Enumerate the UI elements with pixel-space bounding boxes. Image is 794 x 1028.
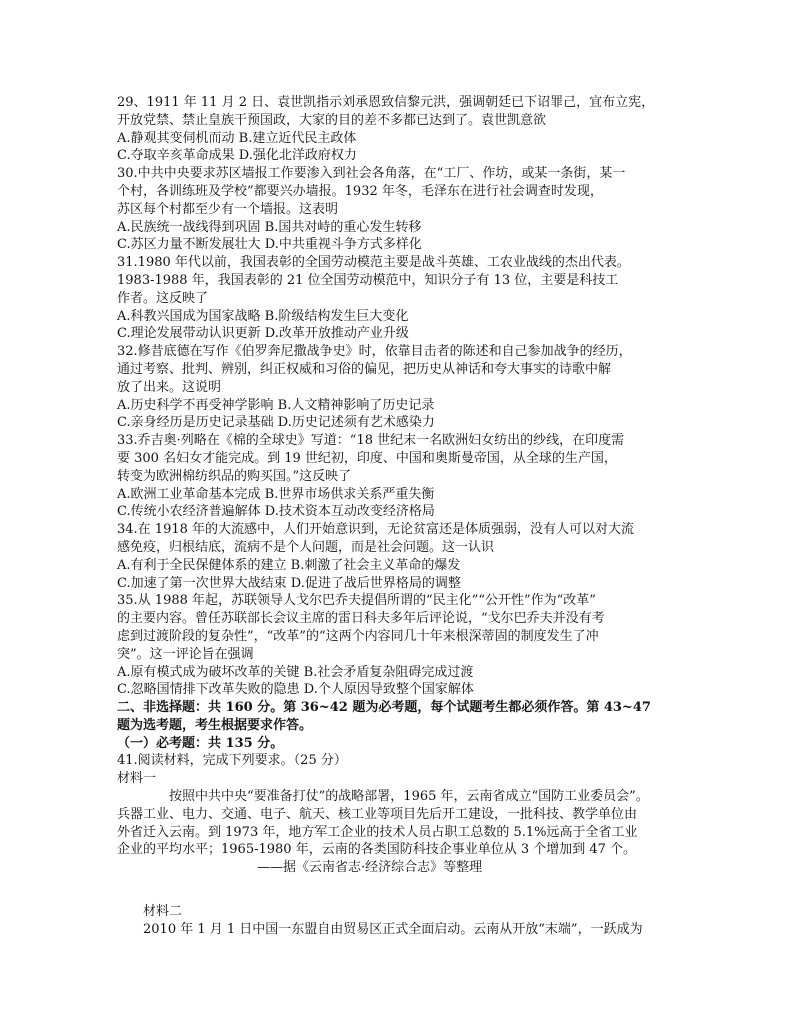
material-1-text: 企业的平均水平；1965-1980 年，云南的各类国防科技企事业单位从 3 个增加到 47 个。 [117, 842, 637, 858]
text-line: A.有利于全民保健体系的建立 B.刺激了社会主义革命的爆发 [117, 557, 461, 573]
text-line: 通过考察、批判、辨别，纠正权威和习俗的偏见，把历史从神话和夸大事实的诗歌中解 [117, 361, 612, 377]
text-line: C.加速了第一次世界大战结束 D.促进了战后世界格局的调整 [117, 575, 461, 591]
text-line: C.忽略国情排下改革失败的隐患 D.个人原因导致整个国家解体 [117, 682, 474, 698]
text-line: 开放党禁、禁止皇族干预国政，大家的目的差不多都已达到了。袁世凯意欲 [117, 112, 547, 128]
text-line: C.夺取辛亥革命成果 D.强化北洋政府权力 [117, 148, 357, 164]
text-line: C.苏区力量不断发展壮大 D.中共重视斗争方式多样化 [117, 237, 422, 253]
section-heading: 二、非选择题：共 160 分。第 36~42 题为必考题，每个试题考生都必须作答。第 43~47 [117, 700, 651, 716]
text-line: 1983-1988 年，我国表彰的 21 位全国劳动模范中，知识分子有 13 位，主要是科技工 [117, 272, 619, 288]
material-1-text: 兵器工业、电力、交通、电子、航天、核工业等项目先后开工建设，一批科技、教学单位由 [117, 806, 638, 822]
question-41: 41.阅读材料，完成下列要求。（25 分） [117, 753, 347, 769]
question-block [117, 94, 677, 699]
text-line: 34.在 1918 年的大流感中，人们开始意识到，无论贫富还是体质强弱，没有人可以对大流 [117, 522, 635, 538]
material-2-label: 材料二 [143, 904, 183, 920]
text-line: 的主要内容。曾任苏联部长会议主席的雷日科夫多年后评论说，“戈尔巴乔夫并没有考 [117, 611, 605, 627]
sub-heading: （一）必考题：共 135 分。 [117, 735, 284, 751]
section-heading-cont: 题为选考题，考生根据要求作答。 [117, 717, 313, 733]
text-line: A.欧洲工业革命基本完成 B.世界市场供求关系严重失衡 [117, 486, 435, 502]
text-line: 作者。这反映了 [117, 290, 209, 306]
text-line: 29、1911 年 11 月 2 日、袁世凯指示刘承恩致信黎元洪，强调朝廷已下诏罪己，宜布立宪， [117, 95, 655, 110]
text-line: 感免疫，归根结底，流病不是个人问题，而是社会问题。这一认识 [117, 539, 495, 555]
text-line: 要 300 名妇女才能完成。到 19 世纪初，印度、中国和奥斯曼帝国，从全球的生产国， [117, 450, 617, 466]
material-1-source: ——据《云南省志·经济综合志》等整理 [257, 860, 483, 876]
text-line: 35.从 1988 年起，苏联领导人戈尔巴乔夫提倡所谓的“民主化”“公开性”作为“改革” [117, 593, 596, 609]
material-2-text: 2010 年 1 月 1 日中国一东盟自由贸易区正式全面启动。云南从开放“末端”，一跃成为 [143, 921, 643, 937]
text-line: 33.乔吉奥·列略在《棉的全球史》写道：“18 世纪末一名欧洲妇女纺出的纱线，在印度需 [117, 433, 625, 449]
text-line: A.静观其变伺机而动 B.建立近代民主政体 [117, 130, 357, 146]
text-line: 30.中共中央要求苏区墙报工作要渗入到社会各角落，在“工厂、作坊，或某一条街，某一 [117, 166, 626, 182]
text-line: 个村，各训练班及学校”都要兴办墙报。1932 年冬，毛泽东在进行社会调查时发现， [117, 183, 603, 199]
material-1-text: 外省迁入云南。到 1973 年，地方军工企业的技术人员占职工总数的 5.1%远高于全省工业 [117, 824, 638, 840]
text-line: 突”。这一评论旨在强调 [117, 646, 254, 662]
spacer [117, 877, 677, 903]
text-line: C.亲身经历是历史记录基础 D.历史记述须有艺术感染力 [117, 415, 435, 431]
text-line: A.原有模式成为破坏改革的关键 B.社会矛盾复杂阻碍完成过渡 [117, 664, 474, 680]
text-line: 31.1980 年代以前，我国表彰的全国劳动模范主要是战斗英雄、工农业战线的杰出代表。 [117, 255, 630, 271]
exam-content [117, 94, 677, 939]
text-line: 虑到过渡阶段的复杂性”，“改革”的“这两个内容同几十年来根深蒂固的制度发生了冲 [117, 628, 599, 644]
text-line: 放了出来。这说明 [117, 379, 222, 395]
text-line: C.传统小农经济普遍解体 D.技术资本互动改变经济格局 [117, 504, 435, 520]
text-line: 转变为欧洲棉纺织品的购买国。”这反映了 [117, 468, 352, 484]
text-line: A.民族统一战线得到巩固 B.国共对峙的重心发生转移 [117, 219, 422, 235]
text-line: A.科教兴国成为国家战略 B.阶级结构发生巨大变化 [117, 308, 409, 324]
material-1-label: 材料一 [117, 771, 157, 787]
material-1-text: 按照中共中央“要准备打仗”的战略部署，1965 年，云南省成立“国防工业委员会”。 [169, 789, 649, 805]
text-line: 苏区每个村都至少有一个墙报。这表明 [117, 201, 339, 217]
text-line: C.理论发展带动认识更新 D.改革开放推动产业升级 [117, 326, 409, 342]
text-line: A.历史科学不再受神学影响 B.人文精神影响了历史记录 [117, 397, 435, 413]
text-line: 32.修昔底德在写作《伯罗奔尼撒战争史》时，依靠目击者的陈述和自己参加战争的经历， [117, 344, 632, 360]
